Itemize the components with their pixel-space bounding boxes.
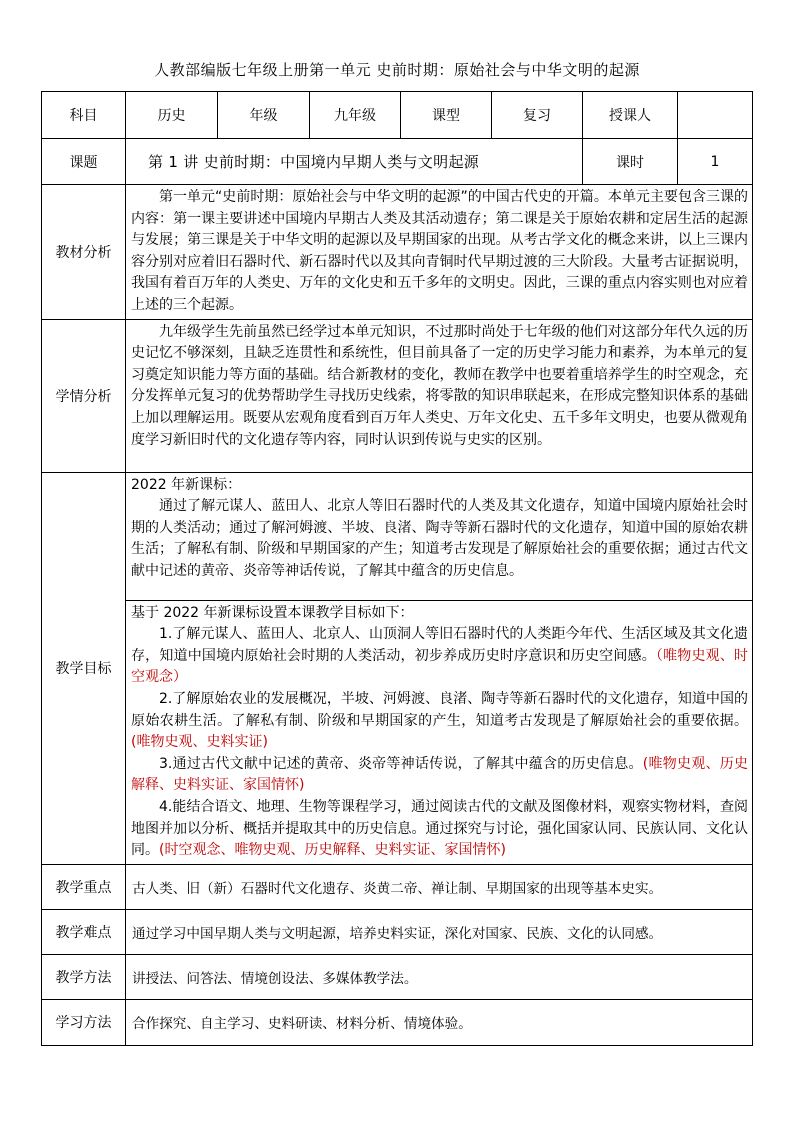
teacher-label: 授课人 (583, 92, 678, 139)
lesson-type-value: 复习 (492, 92, 583, 139)
table-row-teaching-methods (42, 954, 753, 999)
curriculum-standard-text: 通过了解元谋人、蓝田人、北京人等旧石器时代的人类及其文化遗存，知道中国境内原始社会时期的人类活动；通过了解河姆渡、半坡、良渚、陶寺等新石器时代的文化遗存，知道中国的原始农耕生活；了解私有制、阶级和早期国家的产生；知道考古发现是了解原始社会的重要依据；通过古代文献中记述的黄帝、炎帝等神话传说，了解其中蕴含的历史信息。 (131, 498, 748, 579)
teaching-methods-label: 教学方法 (42, 954, 126, 999)
table-row-material-analysis (42, 185, 753, 320)
lesson-plan-table (41, 91, 753, 1046)
key-points-label: 教学重点 (42, 864, 126, 909)
objective-4-text: 4.能结合语文、地理、生物等课程学习，通过阅读古代的文献及图像材料，观察实物材料，查阅地图并加以分析、概括并提取其中的历史信息。通过探究与讨论，强化国家认同、民族认同、文化认同。 (131, 798, 748, 859)
table-row-student-analysis (42, 319, 753, 472)
curriculum-standard-cell (126, 472, 753, 600)
table-row-key-points (42, 864, 753, 909)
table-row-basic-info (42, 92, 753, 139)
objective-2-text: 2.了解原始农业的发展概况，半坡、河姆渡、良渚、陶寺等新石器时代的文化遗存，知道中国的原始农耕生活。了解私有制、阶级和早期国家的产生，知道考古发现是了解原始社会的重要依据。 (131, 690, 748, 729)
difficulties-text: 通过学习中国早期人类与文明起源，培养史料实证，深化对国家、民族、文化的认同感。 (126, 909, 753, 954)
teaching-methods-text: 讲授法、问答法、情境创设法、多媒体教学法。 (126, 954, 753, 999)
topic-label: 课题 (42, 139, 126, 185)
table-row-objectives (42, 600, 753, 864)
learning-methods-label: 学习方法 (42, 999, 126, 1045)
table-row-topic (42, 139, 753, 185)
table-row-curriculum-standard (42, 472, 753, 600)
curriculum-standard-heading: 2022 年新课标： (131, 476, 242, 493)
lesson-type-label: 课型 (401, 92, 492, 139)
student-analysis-label: 学情分析 (42, 319, 126, 472)
table-row-difficulties (42, 909, 753, 954)
objective-3-tags: (唯物史观、历史解释、史料实证、家国情怀) (131, 755, 748, 794)
difficulties-label: 教学难点 (42, 909, 126, 954)
key-points-text: 古人类、旧（新）石器时代文化遗存、炎黄二帝、禅让制、早期国家的出现等基本史实。 (126, 864, 753, 909)
topic-value: 第 1 讲 史前时期：中国境内早期人类与文明起源 (126, 139, 583, 185)
subject-value: 历史 (126, 92, 218, 139)
subject-label: 科目 (42, 92, 126, 139)
student-analysis-text: 九年级学生先前虽然已经学过本单元知识，不过那时尚处于七年级的他们对这部分年代久远的历史记忆不够深刻，且缺乏连贯性和系统性，但目前具备了一定的历史学习能力和素养，为本单元的复习奠定知识能力等方面的基础。结合新教材的变化，教师在教学中也要着重培养学生的时空观念，充分发挥单元复习的优势帮助学生寻找历史线索，将零散的知识串联起来，在形成完整知识体系的基础上加以理解运用。既要从宏观角度看到百万年人类史、万年文化史、五千多年文明史，也要从微观角度学习新旧时代的文化遗存等内容，同时认识到传说与史实的区别。 (131, 323, 748, 448)
objective-3-text: 3.通过古代文献中记述的黄帝、炎帝等神话传说，了解其中蕴含的历史信息。 (159, 755, 643, 772)
objective-item-2 (131, 689, 748, 754)
objectives-cell (126, 600, 753, 864)
student-analysis-cell (126, 319, 753, 472)
objectives-heading: 基于 2022 年新课标设置本课教学目标如下： (131, 604, 414, 621)
table-row-learning-methods (42, 999, 753, 1045)
learning-methods-text: 合作探究、自主学习、史料研读、材料分析、情境体验。 (126, 999, 753, 1045)
hours-value: 1 (678, 139, 753, 185)
objective-1-text: 1.了解元谋人、蓝田人、北京人、山顶洞人等旧石器时代的人类距今年代、生活区域及其文化遗存，知道中国境内原始社会时期的人类活动，初步养成历史时序意识和历史空间感。 (131, 626, 748, 664)
objective-item-3 (131, 754, 748, 797)
material-analysis-text: 第一单元“史前时期：原始社会与中华文明的起源”的中国古代史的开篇。本单元主要包含三课的内容：第一课主要讲述中国境内早期古人类及其活动遗存；第二课是关于原始农耕和定居生活的起源与发展；第三课是关于中华文明的起源以及早期国家的出现。从考古学文化的概念来讲，以上三课内容分别对应着旧石器时代、新石器时代以及其向青铜时代早期过渡的三大阶段。大量考古证据说明，我国有着百万年的人类史、万年的文化史和五千多年的文明史。因此，三课的重点内容实则也对应着上述的三个起源。 (131, 189, 748, 313)
objective-2-tags: (唯物史观、史料实证) (131, 734, 268, 751)
objective-item-4 (131, 797, 748, 862)
material-analysis-cell (126, 185, 753, 320)
page-title: 人教部编版七年级上册第一单元 史前时期：原始社会与中华文明的起源 (154, 61, 640, 79)
material-analysis-label: 教材分析 (42, 185, 126, 320)
objective-1-tags: （唯物史观、时空观念） (131, 647, 749, 686)
objective-item-1 (131, 624, 748, 689)
objective-4-tags: (时空观念、唯物史观、历史解释、史料实证、家国情怀) (159, 842, 506, 859)
teacher-value (678, 92, 753, 139)
objectives-label: 教学目标 (42, 472, 126, 864)
grade-label: 年级 (218, 92, 310, 139)
hours-label: 课时 (583, 139, 678, 185)
grade-value: 九年级 (310, 92, 401, 139)
